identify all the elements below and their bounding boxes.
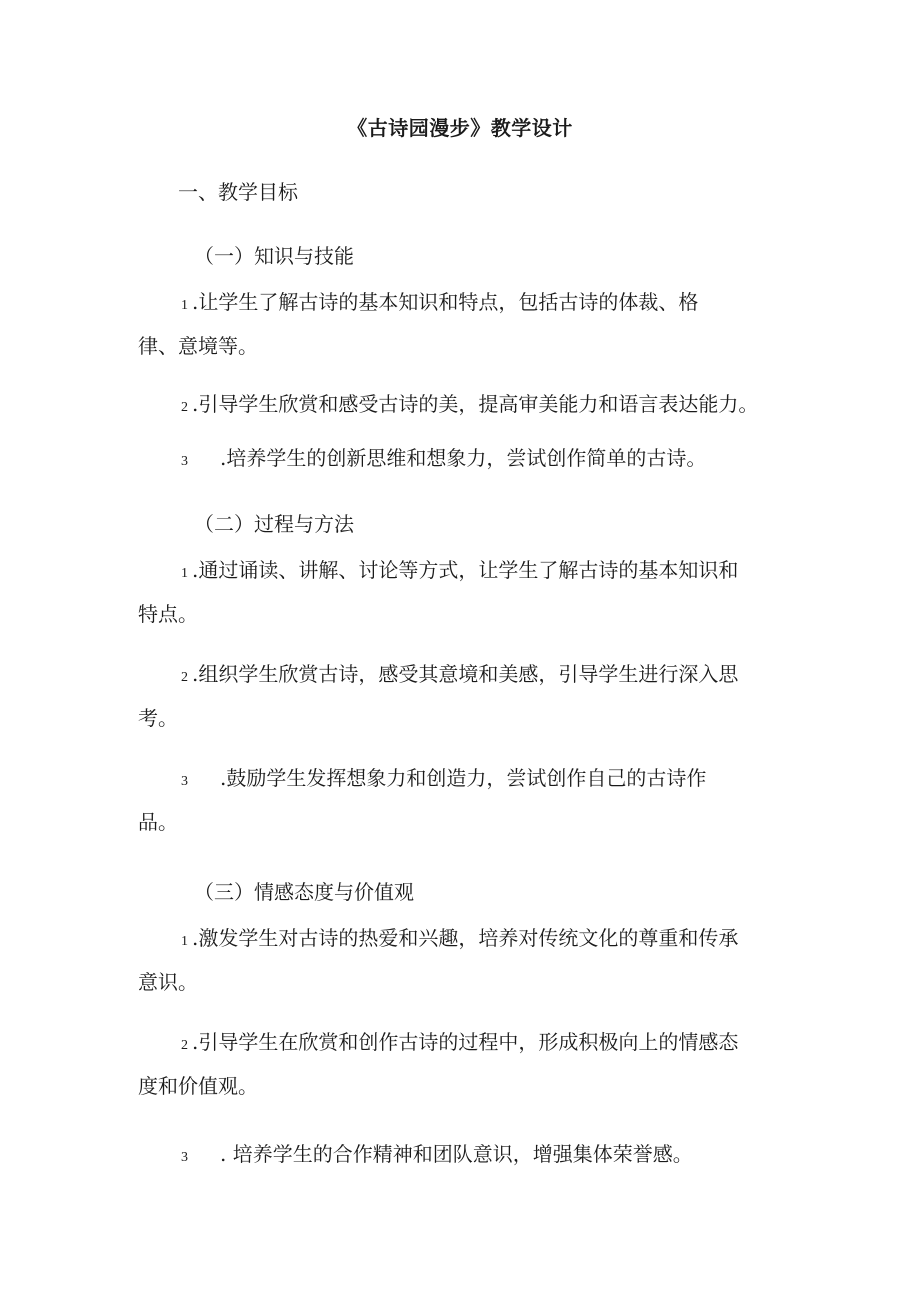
item-number: 1: [181, 934, 188, 949]
item-text-continued: 意识。: [138, 970, 198, 994]
item-text-continued: 考。: [138, 706, 178, 730]
list-item: [138, 654, 798, 738]
item-text: .引导学生欣赏和感受古诗的美，提高审美能力和语言表达能力。: [192, 392, 759, 416]
item-number: 3: [181, 774, 188, 789]
item-number: 2: [181, 1038, 188, 1053]
item-text: . 培养学生的合作精神和团队意识，增强集体荣誉感。: [220, 1142, 693, 1166]
list-item: [138, 384, 818, 428]
item-text-continued: 律、意境等。: [138, 334, 258, 358]
item-number: 2: [181, 670, 188, 685]
list-item: [138, 282, 798, 366]
item-text: .引导学生在欣赏和创作古诗的过程中，形成积极向上的情感态: [192, 1030, 739, 1054]
list-item: [138, 1022, 798, 1106]
section-heading-objectives: 一、教学目标: [178, 180, 298, 204]
document-title: 《古诗园漫步》教学设计: [347, 116, 573, 140]
item-number: 3: [181, 1150, 188, 1165]
item-number: 1: [181, 566, 188, 581]
subsection-heading-knowledge: （一）知识与技能: [194, 244, 354, 268]
list-item: [138, 438, 798, 482]
item-text: .通过诵读、讲解、讨论等方式，让学生了解古诗的基本知识和: [192, 558, 739, 582]
item-text: .激发学生对古诗的热爱和兴趣，培养对传统文化的尊重和传承: [192, 926, 739, 950]
item-text-continued: 品。: [138, 810, 178, 834]
list-item: [138, 758, 798, 842]
item-number: 1: [181, 298, 188, 313]
item-text: .让学生了解古诗的基本知识和特点，包括古诗的体裁、格: [192, 290, 699, 314]
list-item: [138, 918, 798, 1002]
item-text-continued: 特点。: [138, 602, 198, 626]
subsection-heading-values: （三）情感态度与价值观: [194, 880, 414, 904]
subsection-heading-process: （二）过程与方法: [194, 512, 354, 536]
item-number: 3: [181, 454, 188, 469]
item-number: 2: [181, 400, 188, 415]
item-text: .鼓励学生发挥想象力和创造力，尝试创作自己的古诗作: [220, 766, 707, 790]
list-item: [138, 1134, 798, 1178]
item-text: .培养学生的创新思维和想象力，尝试创作简单的古诗。: [220, 446, 707, 470]
list-item: [138, 550, 798, 634]
item-text-continued: 度和价值观。: [138, 1074, 258, 1098]
item-text: .组织学生欣赏古诗，感受其意境和美感，引导学生进行深入思: [192, 662, 739, 686]
